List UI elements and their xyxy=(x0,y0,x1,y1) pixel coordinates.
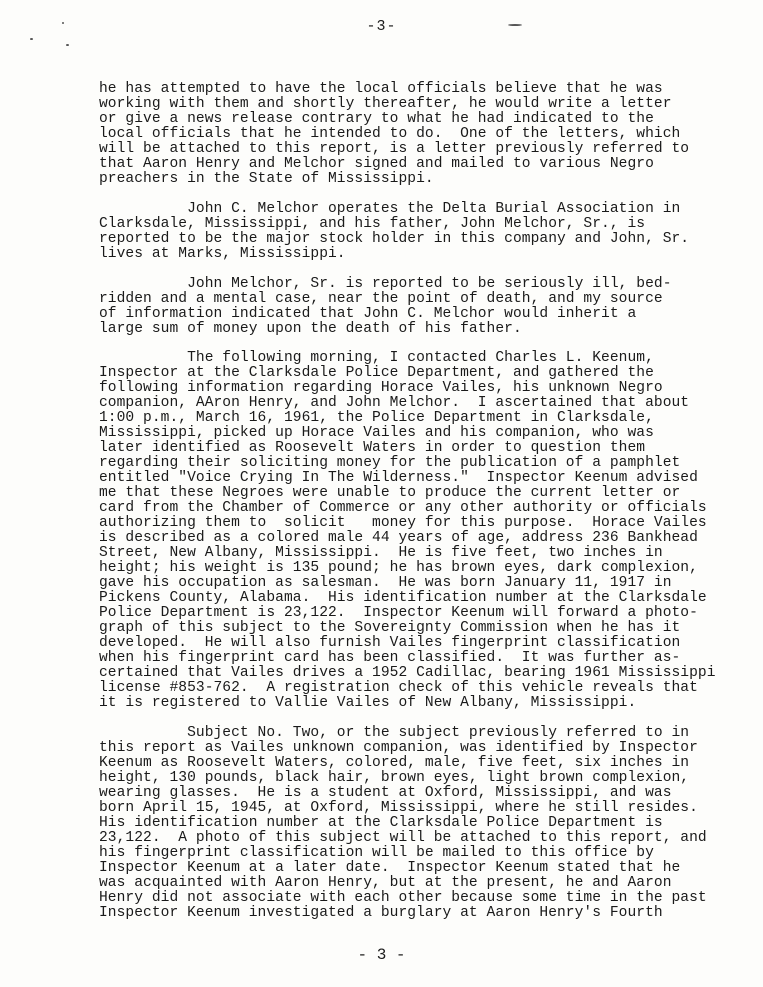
text-line: certained that Vailes drives a 1952 Cadillac, bearing 1961 Mississippi xyxy=(99,665,716,681)
text-line: height; his weight is 135 pound; he has brown eyes, dark complexion, xyxy=(99,560,698,576)
text-line: preachers in the State of Mississippi. xyxy=(99,171,434,187)
text-line: gave his occupation as salesman. He was born January 11, 1917 in xyxy=(99,575,672,591)
text-line: later identified as Roosevelt Waters in order to question them xyxy=(99,440,646,456)
text-line: Inspector Keenum at a later date. Inspector Keenum stated that he xyxy=(99,860,681,876)
text-line: Henry did not associate with each other because some time in the past xyxy=(99,890,707,906)
text-line: developed. He will also furnish Vailes fingerprint classification xyxy=(99,635,681,651)
text-line: born April 15, 1945, at Oxford, Mississippi, where he still resides. xyxy=(99,800,698,816)
text-line: me that these Negroes were unable to produce the current letter or xyxy=(99,485,681,501)
text-line: wearing glasses. He is a student at Oxford, Mississippi, and was xyxy=(99,785,672,801)
text-line: or give a news release contrary to what he had indicated to the xyxy=(99,111,654,127)
text-line: was acquainted with Aaron Henry, but at the present, he and Aaron xyxy=(99,875,672,891)
text-line: 23,122. A photo of this subject will be attached to this report, and xyxy=(99,830,707,846)
text-line: reported to be the major stock holder in this company and John, Sr. xyxy=(99,231,690,247)
text-line: height, 130 pounds, black hair, brown eyes, light brown complexion, xyxy=(99,770,690,786)
text-line: license #853-762. A registration check of this vehicle reveals that xyxy=(99,680,698,696)
text-line: that Aaron Henry and Melchor signed and mailed to various Negro xyxy=(99,156,654,172)
text-line: Inspector at the Clarksdale Police Department, and gathered the xyxy=(99,365,654,381)
text-line: 1:00 p.m., March 16, 1961, the Police Department in Clarksdale, xyxy=(99,410,654,426)
text-line: card from the Chamber of Commerce or any other authority or officials xyxy=(99,500,707,516)
text-line: John Melchor, Sr. is reported to be seriously ill, bed- xyxy=(99,276,672,292)
text-line: John C. Melchor operates the Delta Burial Association in xyxy=(99,201,681,217)
text-line: His identification number at the Clarksdale Police Department is xyxy=(99,815,663,831)
text-line: working with them and shortly thereafter, he would write a letter xyxy=(99,96,672,112)
text-line: ridden and a mental case, near the point of death, and my source xyxy=(99,291,663,307)
text-line: Subject No. Two, or the subject previously referred to in xyxy=(99,725,690,741)
scan-speck xyxy=(66,44,69,46)
text-line: he has attempted to have the local officials believe that he was xyxy=(99,81,663,97)
text-line: lives at Marks, Mississippi. xyxy=(99,246,346,262)
text-line: entitled "Voice Crying In The Wilderness." Inspector Keenum advised xyxy=(99,470,698,486)
text-line: is described as a colored male 44 years of age, address 236 Bankhead xyxy=(99,530,698,546)
text-line: Street, New Albany, Mississippi. He is five feet, two inches in xyxy=(99,545,663,561)
text-line: following information regarding Horace Vailes, his unknown Negro xyxy=(99,380,663,396)
text-line: large sum of money upon the death of his father. xyxy=(99,321,522,337)
scan-speck xyxy=(508,24,522,26)
text-line: Clarksdale, Mississippi, and his father, John Melchor, Sr., is xyxy=(99,216,646,232)
header-page-number: -3- xyxy=(366,18,397,35)
text-line: Keenum as Roosevelt Waters, colored, male, five feet, six inches in xyxy=(99,755,690,771)
text-line: will be attached to this report, is a letter previously referred to xyxy=(99,141,690,157)
text-line: regarding their soliciting money for the publication of a pamphlet xyxy=(99,455,681,471)
text-line: companion, AAron Henry, and John Melchor. I ascertained that about xyxy=(99,395,690,411)
text-line: it is registered to Vallie Vailes of New Albany, Mississippi. xyxy=(99,695,637,711)
text-line: Mississippi, picked up Horace Vailes and his companion, who was xyxy=(99,425,654,441)
text-line: Police Department is 23,122. Inspector Keenum will forward a photo- xyxy=(99,605,698,621)
text-line: his fingerprint classification will be mailed to this office by xyxy=(99,845,654,861)
text-line: this report as Vailes unknown companion, was identified by Inspector xyxy=(99,740,698,756)
text-line: of information indicated that John C. Melchor would inherit a xyxy=(99,306,637,322)
text-line: when his fingerprint card has been classified. It was further as- xyxy=(99,650,681,666)
text-line: The following morning, I contacted Charles L. Keenum, xyxy=(99,350,654,366)
text-line: Inspector Keenum investigated a burglary at Aaron Henry's Fourth xyxy=(99,905,663,921)
scan-speck xyxy=(30,38,33,40)
text-line: local officials that he intended to do. One of the letters, which xyxy=(99,126,681,142)
text-line: authorizing them to solicit money for this purpose. Horace Vailes xyxy=(99,515,707,531)
text-line: graph of this subject to the Sovereignty Commission when he has it xyxy=(99,620,681,636)
text-line: Pickens County, Alabama. His identification number at the Clarksdale xyxy=(99,590,707,606)
scan-speck xyxy=(62,22,64,24)
footer-page-number: - 3 - xyxy=(357,946,406,964)
